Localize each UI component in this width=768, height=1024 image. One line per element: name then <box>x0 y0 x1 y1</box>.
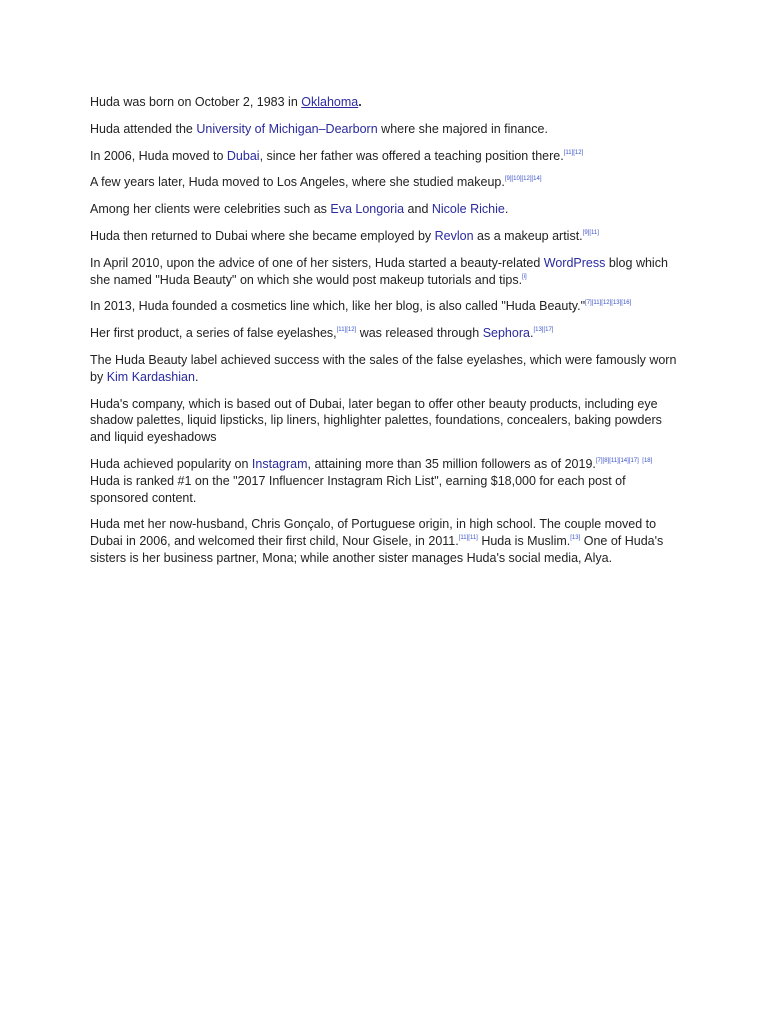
citation-ref[interactable]: [7][8][11][14][17] <box>595 457 639 464</box>
link-dubai[interactable]: Dubai <box>226 148 260 163</box>
paragraph-first-product: Her first product, a series of false eyelashes,[11][12] was released through Sephora.[13][17] <box>90 326 554 341</box>
link-kim-kardashian[interactable]: Kim Kardashian <box>106 369 195 384</box>
citation-ref[interactable]: [11][12] <box>563 149 584 156</box>
link-eva-longoria[interactable]: Eva Longoria <box>330 202 405 217</box>
link-revlon[interactable]: Revlon <box>434 228 474 243</box>
link-oklahoma[interactable]: Oklahoma <box>301 95 359 109</box>
paragraph-education: Huda attended the University of Michigan–Dearborn where she majored in finance. <box>90 121 548 136</box>
citation-ref[interactable]: [i] <box>522 273 527 280</box>
citation-ref[interactable]: [11][12] <box>336 327 357 334</box>
paragraph-personal-life: Huda met her now-husband, Chris Gonçalo, of Portuguese origin, in high school. The couple moved to Dubai in 2006, and welcomed their first child, Nour Gisele, in 2011.[11][11] Huda is Muslim.[13] One of Huda's sisters is her business partner, Mona; while another sister manages Huda's social media, Alya. <box>90 517 664 565</box>
citation-ref[interactable]: [9][11] <box>582 229 599 236</box>
paragraph-label-success: The Huda Beauty label achieved success with the sales of the false eyelashes, which were famously worn by Kim Kardashian. <box>90 352 677 384</box>
paragraph-los-angeles: A few years later, Huda moved to Los Angeles, where she studied makeup.[9][10][12][14] <box>90 175 542 190</box>
link-university-michigan-dearborn[interactable]: University of Michigan–Dearborn <box>196 121 378 136</box>
citation-ref[interactable]: [13][17] <box>533 327 554 334</box>
citation-ref[interactable]: [18] <box>642 457 653 464</box>
paragraph-blog: In April 2010, upon the advice of one of her sisters, Huda started a beauty-related WordPress blog which she named "Huda Beauty" on which she would post makeup tutorials and tips.[i] <box>90 255 668 287</box>
citation-ref[interactable]: [11][11] <box>458 535 478 542</box>
paragraph-instagram: Huda achieved popularity on Instagram, attaining more than 35 million followers as of 2019.[7][8][11][14][17] [18] Huda is ranked #1 on the "2017 Influencer Instagram Rich List", earning $18,000 for each post of sponsored content. <box>90 456 653 505</box>
citation-ref[interactable]: [7][11][12][13][16] <box>585 300 632 307</box>
paragraph-revlon: Huda then returned to Dubai where she became employed by Revlon as a makeup artist.[9][11] <box>90 228 599 243</box>
link-wordpress[interactable]: WordPress <box>543 255 606 270</box>
paragraph-clients: Among her clients were celebrities such as Eva Longoria and Nicole Richie. <box>90 202 509 217</box>
link-sephora[interactable]: Sephora <box>482 326 530 341</box>
link-instagram[interactable]: Instagram <box>251 456 308 471</box>
paragraph-products: Huda's company, which is based out of Dubai, later began to offer other beauty products, including eye shadow palettes, liquid lipsticks, lip liners, highlighter palettes, foundations, concealers, baking powders and liquid eyeshadows <box>90 396 662 445</box>
citation-ref[interactable]: [13] <box>570 535 581 542</box>
citation-ref[interactable]: [9][10][12][14] <box>504 176 542 183</box>
paragraph-birth: Huda was born on October 2, 1983 in Oklahoma. <box>90 95 362 109</box>
article-body <box>90 94 680 577</box>
paragraph-cosmetics-line: In 2013, Huda founded a cosmetics line which, like her blog, is also called "Huda Beauty."[7][11][12][13][16] <box>90 299 632 314</box>
link-nicole-richie[interactable]: Nicole Richie <box>431 202 505 217</box>
paragraph-move-dubai: In 2006, Huda moved to Dubai, since her father was offered a teaching position there.[11][12] <box>90 148 584 163</box>
